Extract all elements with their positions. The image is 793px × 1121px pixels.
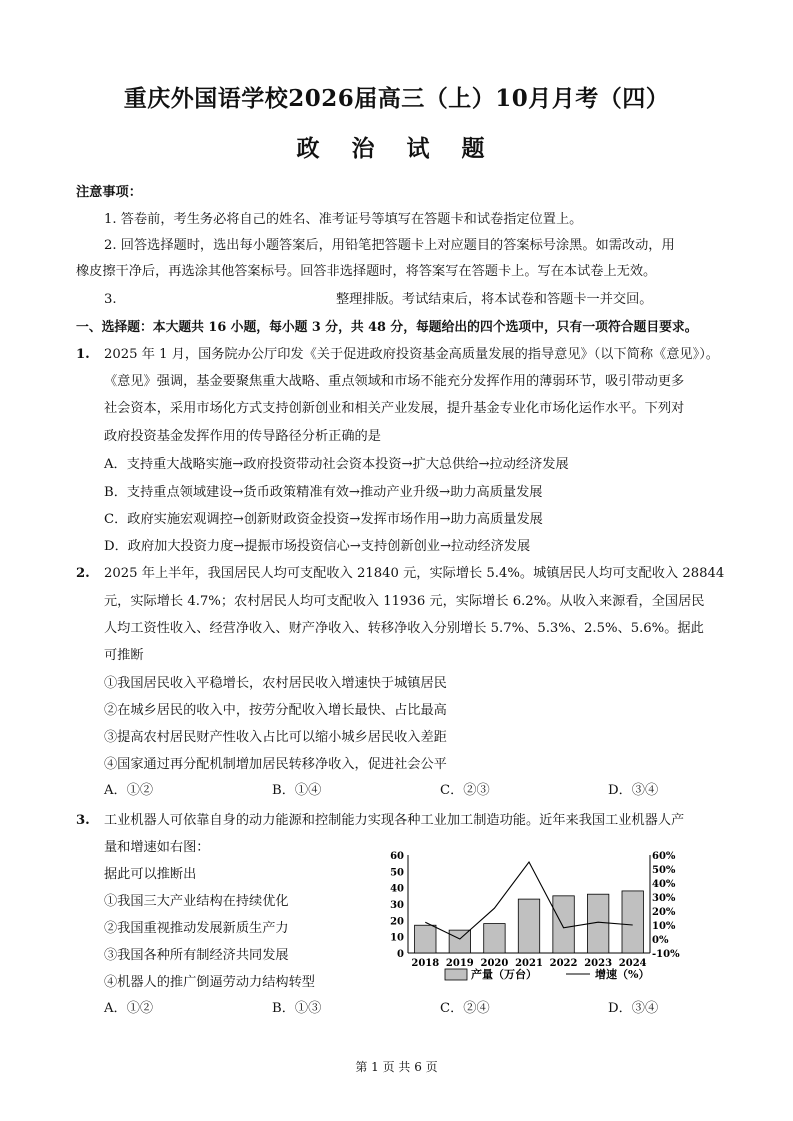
q3-option-d: D．③④	[608, 1001, 659, 1016]
q2-line-1: 2025 年上半年，我国居民人均可支配收入 21840 元，实际增长 5.4%。城镇居民人均可支配收入 28844	[104, 566, 725, 581]
q1-line-1: 2025 年 1 月，国务院办公厅印发《关于促进政府投资基金高质量发展的指导意见》（以下简称《意见》）。	[104, 347, 719, 362]
x-tick-label: 2022	[549, 958, 578, 969]
y-tick-label: 0	[397, 949, 404, 960]
q1-option-c: C．政府实施宏观调控→创新财政资金投资→发挥市场作用→助力高质量发展	[104, 512, 543, 527]
note-3-number: 3.	[104, 292, 117, 307]
y2-tick-label: 0%	[652, 935, 669, 946]
y2-tick-label: 60%	[652, 851, 676, 862]
q1-option-b: B．支持重点领域建设→货币政策精准有效→推动产业升级→助力高质量发展	[104, 485, 543, 500]
x-tick-label: 2024	[618, 958, 647, 969]
q2-statement-1: ①我国居民收入平稳增长，农村居民收入增速快于城镇居民	[104, 676, 447, 691]
notes-heading: 注意事项：	[76, 185, 142, 200]
note-2b: 橡皮擦干净后，再选涂其他答案标号。回答非选择题时，将答案写在答题卡上。写在本试卷上无效。	[76, 264, 657, 279]
q2-option-c: C．②③	[440, 783, 490, 798]
note-3-text: 整理排版。考试结束后，将本试卷和答题卡一并交回。	[336, 292, 653, 307]
y-tick-label: 10	[390, 932, 404, 944]
note-2a: 2. 回答选择题时，选出每小题答案后，用铅笔把答题卡上对应题目的答案标号涂黑。如需改动，用	[104, 238, 675, 253]
q2-line-4: 可推断	[104, 648, 144, 663]
legend-bar-label: 产量（万台）	[471, 968, 537, 981]
q1-line-2: 《意见》强调，基金要聚焦重大战略、重点领域和市场不能充分发挥作用的薄弱环节，吸引带动更多	[104, 374, 685, 389]
q3-option-b: B．①③	[272, 1001, 322, 1016]
q3-statement-2: ②我国重视推动发展新质生产力	[104, 921, 289, 936]
y2-tick-label: -10%	[652, 949, 680, 960]
q3-line-2: 量和增速如右图：	[104, 840, 210, 855]
bar	[484, 924, 505, 953]
y-tick-label: 20	[390, 916, 404, 928]
bar	[622, 891, 643, 953]
q2-statement-3: ③提高农村居民财产性收入占比可以缩小城乡居民收入差距	[104, 730, 447, 745]
bar	[518, 899, 539, 953]
y2-tick-label: 30%	[652, 893, 676, 904]
q1-line-4: 政府投资基金发挥作用的传导路径分析正确的是	[104, 429, 381, 444]
y-tick-label: 40	[390, 883, 404, 895]
q1-number: 1.	[76, 347, 90, 362]
q2-option-a: A．①②	[104, 783, 154, 798]
q3-line-3: 据此可以推断出	[104, 867, 197, 882]
q2-option-b: B．①④	[272, 783, 322, 798]
section-heading: 一、选择题：本大题共 16 小题，每小题 3 分，共 48 分，每题给出的四个选项中，只有一项符合题目要求。	[76, 320, 698, 335]
q3-statement-1: ①我国三大产业结构在持续优化	[104, 894, 289, 909]
q3-number: 3.	[76, 813, 90, 828]
q1-line-3: 社会资本，采用市场化方式支持创新创业和相关产业发展，提升基金专业化市场化运作水平。下列对	[104, 401, 685, 416]
q3-statement-3: ③我国各种所有制经济共同发展	[104, 948, 289, 963]
q3-statement-4: ④机器人的推广倒逼劳动力结构转型	[104, 975, 315, 990]
y-tick-label: 30	[390, 900, 404, 911]
q2-line-2: 元，实际增长 4.7%；农村居民人均可支配收入 11936 元，实际增长 6.2%。从收入来源看，全国居民	[104, 594, 705, 609]
x-tick-label: 2019	[445, 958, 474, 969]
y2-tick-label: 50%	[652, 865, 676, 876]
subject-title: 政 治 试 题	[296, 135, 497, 162]
q1-option-d: D．政府加大投资力度→提振市场投资信心→支持创新创业→拉动经济发展	[104, 539, 531, 554]
q2-statement-4: ④国家通过再分配机制增加居民转移净收入，促进社会公平	[104, 757, 447, 772]
x-tick-label: 2023	[584, 958, 613, 969]
bar	[449, 930, 470, 953]
y2-tick-label: 40%	[652, 879, 676, 890]
note-1: 1. 答卷前，考生务必将自己的姓名、准考证号等填写在答题卡和试卷指定位置上。	[104, 212, 583, 227]
q3-line-1: 工业机器人可依靠自身的动力能源和控制能力实现各种工业加工制造功能。近年来我国工业机器人产	[104, 813, 685, 828]
legend-bar-swatch	[445, 969, 467, 980]
robot-production-chart	[370, 840, 690, 990]
legend-line-label: 增速（%）	[595, 968, 650, 981]
exam-title: 重庆外国语学校2026届高三（上）10月月考（四）	[123, 85, 670, 112]
y2-tick-label: 20%	[652, 907, 676, 918]
x-tick-label: 2018	[411, 958, 440, 969]
y-tick-label: 60	[390, 851, 404, 862]
q3-option-a: A．①②	[104, 1001, 154, 1016]
q3-option-c: C．②④	[440, 1001, 490, 1016]
q2-statement-2: ②在城乡居民的收入中，按劳分配收入增长最快、占比最高	[104, 703, 447, 718]
q2-number: 2.	[76, 566, 90, 581]
x-tick-label: 2020	[480, 958, 509, 969]
q1-option-a: A．支持重大战略实施→政府投资带动社会资本投资→扩大总供给→拉动经济发展	[104, 457, 569, 472]
bar	[553, 896, 574, 953]
bar	[415, 925, 436, 953]
page-footer: 第 1 页 共 6 页	[355, 1060, 438, 1074]
q2-option-d: D．③④	[608, 783, 659, 798]
q2-line-3: 人均工资性收入、经营净收入、财产净收入、转移净收入分别增长 5.7%、5.3%、2.5%、5.6%。据此	[104, 621, 704, 636]
y2-tick-label: 10%	[652, 921, 676, 932]
x-tick-label: 2021	[515, 958, 543, 969]
y-tick-label: 50	[390, 867, 404, 879]
